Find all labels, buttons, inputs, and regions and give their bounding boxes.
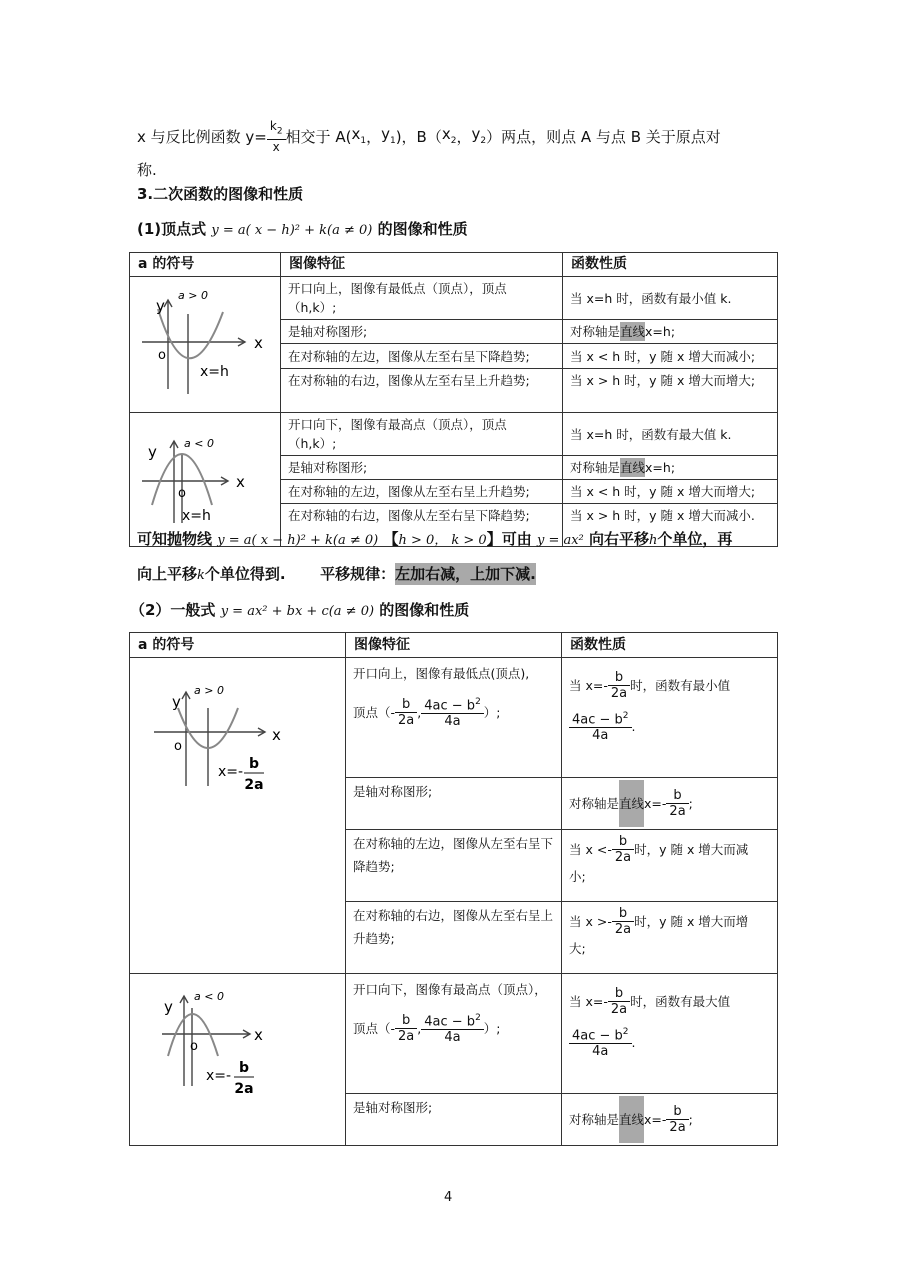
property-cell: 当 x=h 时，函数有最大值 k. [563,413,778,456]
highlight: 直线 [619,780,644,827]
point-a-x: $x_1$ [351,124,367,146]
graph-a-negative [130,413,281,547]
vertex-form-formula: y = a( x − h)² + k(a ≠ 0) [211,223,373,238]
feature-cell: 在对称轴的右边，图像从左至右呈上升趋势; [281,369,563,413]
basic-parabola-formula: y = ax² [536,533,584,548]
comma: ， [366,128,382,146]
property-cell: 当 x=h 时，函数有最小值 k. [563,277,778,320]
property-cell: 对称轴是直线x=h; [563,320,778,344]
header-feature: 图像特征 [346,633,562,658]
property-cell: 当 x= - $\frac{b}{2a}$ 时，函数有最大值 $\frac{4ac - b^2}{4a}$ . [562,974,778,1094]
condition-label: a < 0 [194,990,224,1003]
property-cell: 对称轴是 直线 x= - $\frac{b}{2a}$ ; [562,778,778,830]
general-form-formula: y = ax² + bx + c(a ≠ 0) [220,604,375,619]
origin-label: o [178,486,186,501]
frac-num-sub: 2 [276,126,283,137]
frac-den: x [272,140,280,155]
feature-cell: 在对称轴的右边，图像从左至右呈上升趋势; [346,902,562,974]
shift-condition: h > 0， k > 0 [398,533,487,548]
feature-cell: 开口向上，图像有最低点（顶点），顶点（h,k）; [281,277,563,320]
x-axis-label: x [254,334,263,352]
header-property: 函数性质 [563,253,778,277]
feature-cell: 是轴对称图形; [281,320,563,344]
feature-cell [346,974,562,1094]
property-cell: 当 x < - $\frac{b}{2a}$ 时，y 随 x 增大而减 小; [562,830,778,902]
property-cell: 当 x > h 时，y 随 x 增大而增大; [563,369,778,413]
condition-label: a > 0 [194,684,224,697]
feature-cell: 在对称轴的左边，图像从左至右呈上升趋势; [281,480,563,504]
y-axis-label: y [148,443,157,461]
x-axis-label: x [236,473,245,491]
intro-line-1 [137,116,721,158]
origin-label: o [190,1039,198,1054]
property-cell: 对称轴是直线x=h; [563,456,778,480]
condition-label: a > 0 [178,289,208,302]
feature-cell: 在对称轴的右边，图像从左至右呈下降趋势; [281,504,563,547]
page-number: 4 [444,1190,453,1205]
origin-label: o [158,348,166,363]
highlight: 直线 [620,324,646,339]
sub2-prefix: （2）一般式 [130,601,216,619]
feature-cell: 是轴对称图形; [346,1094,562,1146]
axis-label: x=h [182,508,211,524]
vertex-coordinates: 顶点（ - $\frac{b}{2a}$ , $\frac{4ac - b^2}{4a}$ ）; [353,696,501,730]
property-cell: 当 x < h 时，y 随 x 增大而增大; [563,480,778,504]
intro-text-a: x 与反比例函数 y= [137,128,267,146]
parabola-down-graph [130,974,346,1134]
axis-label: x=- [218,764,244,780]
svg-text:b: b [248,756,260,772]
property-cell: 当 x > - $\frac{b}{2a}$ 时，y 随 x 增大而增 大; [562,902,778,974]
feature-cell: 是轴对称图形; [346,778,562,830]
subsection-2-title [130,600,469,622]
x-axis-label: x [272,726,281,744]
axis-label: x=- [206,1068,232,1084]
general-form-table [129,632,778,1146]
condition-label: a < 0 [184,437,214,450]
y-axis-label: y [172,693,181,711]
svg-text:2a: 2a [244,777,264,793]
intro-text-b: 相交于 A( [285,128,352,146]
shift-rule-label: 平移规律： [320,565,396,583]
sub2-suffix: 的图像和性质 [379,601,470,619]
intro-line-2: 称. [137,161,157,179]
header-sign: a 的符号 [130,633,346,658]
graph-a-positive [130,658,346,974]
feature-cell: 是轴对称图形; [281,456,563,480]
graph-a-negative [130,974,346,1146]
y-axis-label: y [164,998,173,1016]
axis-label: x=h [200,364,229,380]
shift-rule-highlight: 左加右减，上加下减. [395,565,536,583]
shift-line-1: 可知抛物线 y = a( x − h)² + k(a ≠ 0) 【h > 0， k > 0】可由 y = ax² 向右平移h个单位，再 [137,530,733,548]
property-cell: 当 x > h 时，y 随 x 增大而减小. [563,504,778,547]
highlight: 直线 [620,460,646,475]
svg-text:b: b [238,1060,250,1076]
sub1-suffix: 的图像和性质 [377,220,468,238]
svg-text:2a: 2a [234,1081,254,1097]
parabola-down-graph [130,419,281,535]
feature-text: 开口向上，图像有最低点(顶点), [353,666,530,681]
feature-cell: 在对称轴的左边，图像从左至右呈下降趋势; [346,830,562,902]
comma: ， [456,128,472,146]
parabola-up-graph [130,658,346,798]
shift-line-2: 向上平移k个单位得到. 平移规律：左加右减，上加下减. [137,565,536,583]
intro-text-c: )，B（ [395,128,442,146]
origin-label: o [174,739,182,754]
point-b-x: $x_2$ [441,124,457,146]
graph-a-positive [130,277,281,413]
header-feature: 图像特征 [281,253,563,277]
frac-num: k [269,118,277,133]
parabola-up-graph [130,284,281,400]
point-a-y: $y_1$ [381,124,396,146]
feature-cell [346,658,562,778]
x-axis-label: x [254,1026,263,1044]
vertex-form-table [129,252,778,547]
feature-text: 开口向下，图像有最高点（顶点）， [353,982,547,997]
sub1-prefix: (1)顶点式 [137,220,207,238]
point-b-y: $y_2$ [471,124,487,146]
property-cell: 当 x < h 时，y 随 x 增大而减小; [563,344,778,369]
feature-cell: 在对称轴的左边，图像从左至右呈下降趋势; [281,344,563,369]
intro-fraction [267,119,286,155]
y-axis-label: y [156,297,165,315]
property-cell: 当 x= - $\frac{b}{2a}$ 时，函数有最小值 $\frac{4ac - b^2}{4a}$ . [562,658,778,778]
property-cell: 对称轴是 直线 x= - $\frac{b}{2a}$ ; [562,1094,778,1146]
highlight: 直线 [619,1096,644,1143]
header-sign: a 的符号 [130,253,281,277]
feature-cell: 开口向下，图像有最高点（顶点），顶点（h,k）; [281,413,563,456]
vertex-form-formula: y = a( x − h)² + k(a ≠ 0) [217,533,379,548]
section-title: 3.二次函数的图像和性质 [137,185,304,203]
intro-text-d: ）两点，则点 A 与点 B 关于原点对 [486,128,721,146]
vertex-coordinates: 顶点（ - $\frac{b}{2a}$ , $\frac{4ac - b^2}{4a}$ ）; [353,1012,501,1046]
header-property: 函数性质 [562,633,778,658]
subsection-1-title [137,219,468,241]
